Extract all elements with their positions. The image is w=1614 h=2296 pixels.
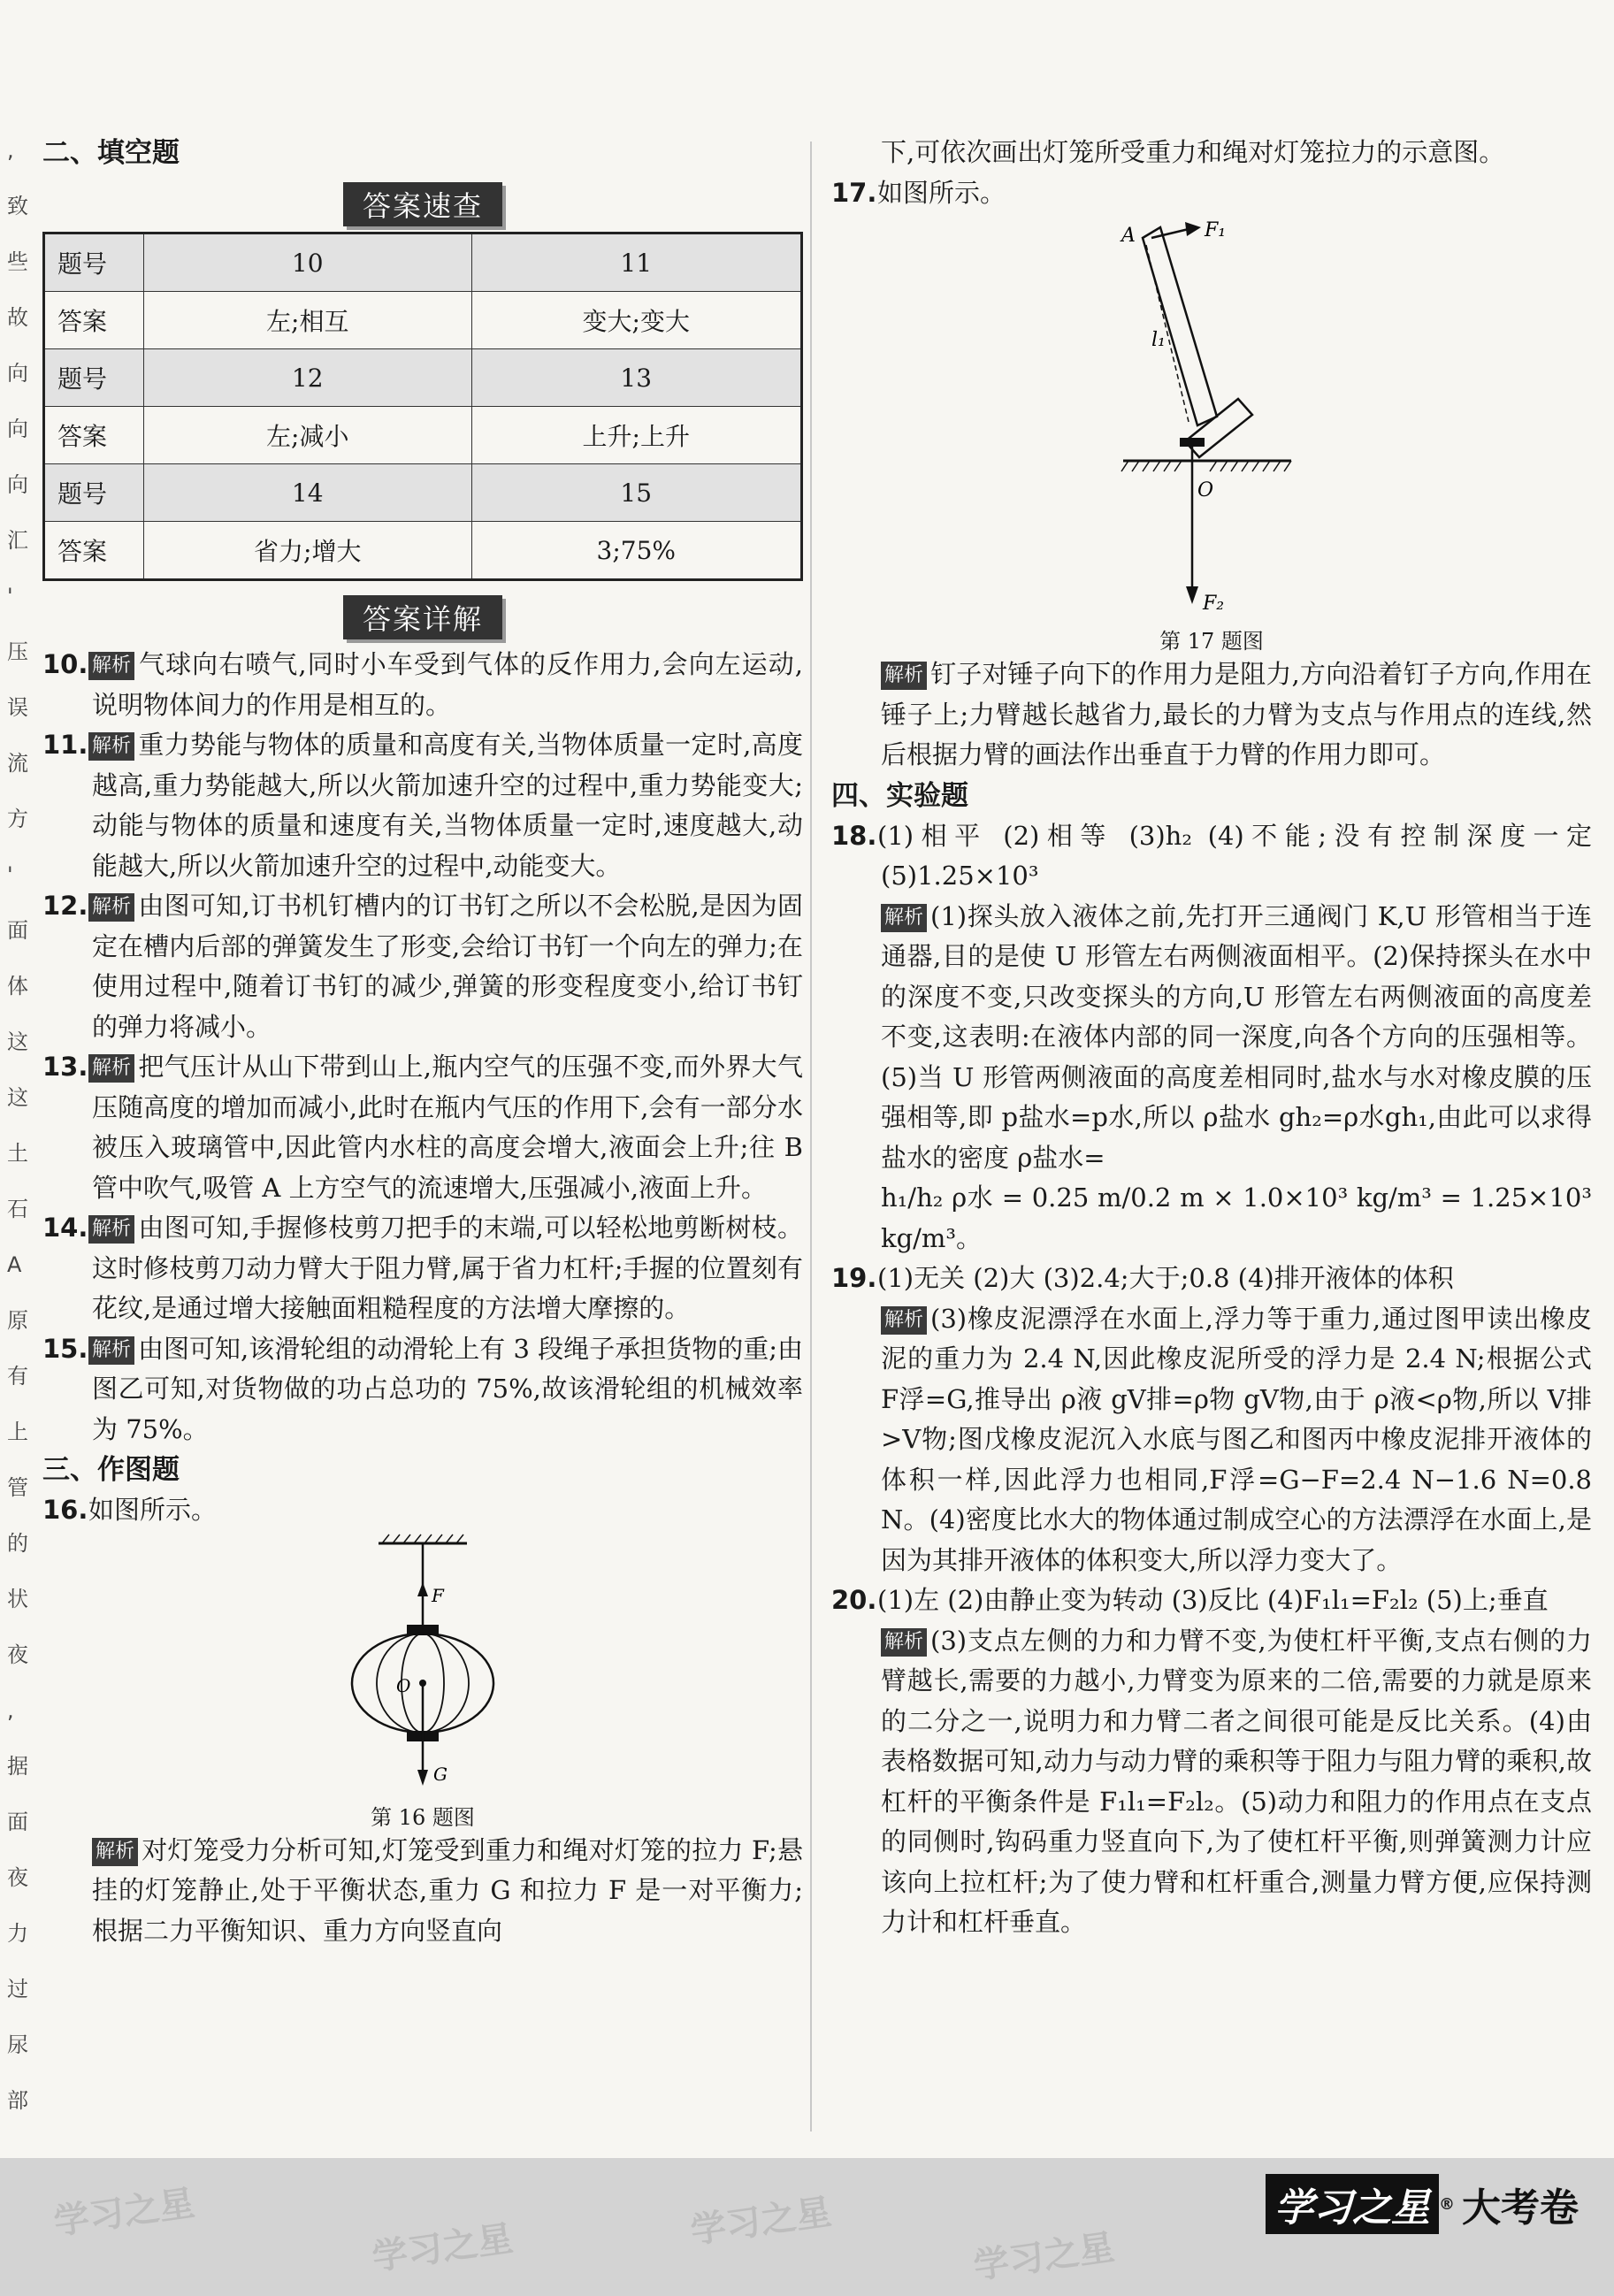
analysis-tag: 解析: [881, 1306, 927, 1335]
row-label: 答案: [44, 407, 144, 464]
table-cell: 11: [471, 233, 802, 292]
point-a-label: A: [1121, 225, 1136, 247]
edge-char: 向: [7, 361, 28, 386]
table-cell: 3;75%: [471, 522, 802, 580]
edge-char: 土: [7, 1141, 28, 1166]
edge-char: 这: [7, 1029, 28, 1054]
section-fill-in-title: 二、填空题: [42, 137, 180, 169]
question-18: 18.(1)相平 (2)相等 (3)h₂ (4)不能;没有控制深度一定 (5)1.25×10³: [831, 820, 1592, 891]
edge-char: 面: [7, 918, 28, 943]
table-row: [44, 464, 802, 522]
watermark: 学习之星: [51, 2183, 197, 2243]
table-cell: 10: [144, 233, 472, 292]
question-15: 15. 解析 由图可知,该滑轮组的动滑轮上有 3 段绳子承担货物的重;由图乙可知,对货物做的功占总功的 75%,故该滑轮组的机械效率为 75%。: [42, 1333, 803, 1444]
edge-char: ': [7, 862, 13, 887]
figure-16: [42, 1531, 803, 1831]
analysis-tag: 解析: [881, 1628, 927, 1657]
question-11: 11. 解析 重力势能与物体的质量和高度有关,当物体质量一定时,高度越高,重力势能越大,所以火箭加速升空的过程中,重力势能变大;动能与物体的质量和速度有关,当物体质量一定时,速度越大,动能越大,所以火箭加速升空的过程中,动能变大。: [42, 730, 803, 881]
table-row: [44, 349, 802, 407]
force-f1-label: F₁: [1205, 219, 1227, 241]
gravity-g-label: G: [433, 1763, 447, 1785]
table-cell: 14: [144, 464, 472, 522]
edge-char: 石: [7, 1197, 28, 1221]
analysis-tag: 解析: [88, 652, 134, 680]
table-cell: 左;减小: [144, 407, 472, 464]
edge-char: 夜: [7, 1865, 28, 1890]
section-drawing-title: 三、作图题: [42, 1454, 180, 1486]
edge-char: 的: [7, 1531, 28, 1556]
table-row: [44, 292, 802, 349]
brand-mark: 学习之星: [1266, 2174, 1439, 2234]
edge-char: 向: [7, 417, 28, 441]
edge-char: ,: [7, 1698, 14, 1723]
row-label: 答案: [44, 292, 144, 349]
analysis-tag: 解析: [88, 1215, 134, 1244]
hammer-lever-diagram: [1097, 213, 1327, 620]
question-18-formula: h₁/h₂ ρ水 = 0.25 m/0.2 m × 1.0×10³ kg/m³ = 1.25×10³ kg/m³。: [881, 1182, 1592, 1253]
answer-table: [42, 232, 803, 581]
edge-char: 尿: [7, 2032, 28, 2057]
analysis-tag: 解析: [88, 1054, 134, 1083]
table-row: [44, 522, 802, 580]
analysis-tag: 解析: [88, 732, 134, 761]
edge-char: 体: [7, 974, 28, 999]
edge-char: 这: [7, 1085, 28, 1110]
edge-char: 有: [7, 1364, 28, 1389]
question-19-analysis: 解析 (3)橡皮泥漂浮在水面上,浮力等于重力,通过图甲读出橡皮泥的重力为 2.4 N,因此橡皮泥所受的浮力是 2.4 N;根据公式 F浮=G,推导出 ρ液 gV排=ρ物 gV物,由于 ρ液<ρ物,所以 V排>V物;图戊橡皮泥沉入水底与图乙和图丙中橡皮泥排开液体的体积一样,因此浮力也相同,F浮=G−F=2.4 N−1.6 N=0.8 N。(4)密度比水大的物体通过制成空心的方法漂浮在水面上,是因为其排开液体的体积变大,所以浮力变大了。: [881, 1303, 1592, 1575]
row-label: 答案: [44, 522, 144, 580]
row-label: 题号: [44, 464, 144, 522]
analysis-tag: 解析: [92, 1838, 138, 1866]
question-13: 13. 解析 把气压计从山下带到山上,瓶内空气的压强不变,而外界大气压随高度的增加而减小,此时在瓶内气压的作用下,会有一部分水被压入玻璃管中,因此管内水柱的高度会增大,液面会上升;往 B 管中吹气,吸管 A 上方空气的流速增大,压强减小,液面上升。: [42, 1052, 803, 1203]
figure-17: [831, 213, 1592, 654]
page-edge-fragment: [0, 0, 35, 2158]
lever-arm-l1-label: l₁: [1151, 329, 1166, 351]
edge-char: 致: [7, 194, 28, 218]
question-14: 14. 解析 由图可知,手握修枝剪刀把手的末端,可以轻松地剪断树枝。这时修枝剪刀动力臂大于阻力臂,属于省力杠杆;手握的位置刻有花纹,是通过增大接触面粗糙程度的方法增大摩擦的。: [42, 1213, 803, 1323]
edge-char: 夜: [7, 1642, 28, 1667]
analysis-tag: 解析: [88, 1336, 134, 1365]
edge-char: 上: [7, 1420, 28, 1444]
analysis-tag: 解析: [88, 893, 134, 922]
edge-char: 向: [7, 472, 28, 497]
edge-char: A: [7, 1252, 22, 1277]
edge-char: 过: [7, 1977, 28, 2001]
question-12: 12. 解析 由图可知,订书机钉槽内的订书钉之所以不会松脱,是因为固定在槽内后部的弹簧发生了形变,会给订书钉一个向左的弹力;在使用过程中,随着订书钉的减少,弹簧的形变程度变小,给订书钉的弹力将减小。: [42, 891, 803, 1042]
lantern-force-diagram: [308, 1531, 538, 1796]
edge-char: 故: [7, 305, 28, 330]
question-19: 19.(1)无关 (2)大 (3)2.4;大于;0.8 (4)排开液体的体积: [831, 1263, 1454, 1293]
question-18-analysis: 解析 (1)探头放入液体之前,先打开三通阀门 K,U 形管相当于连通器,目的是使 U 形管左右两侧液面相平。(2)保持探头在水中的深度不变,只改变探头的方向,U 形管左右两侧液面的高度差不变,这表明:在液体内部的同一深度,向各个方向的压强相等。(5)当 U 形管两侧液面的高度差相同时,盐水与水对橡皮膜的压强相等,即 p盐水=p水,所以 ρ盐水 gh₂=ρ水gh₁,由此可以求得盐水的密度 ρ盐水=: [881, 900, 1592, 1173]
question-17: 17.如图所示。: [831, 177, 1006, 208]
analysis-tag: 解析: [881, 904, 927, 932]
table-cell: 上升;上升: [471, 407, 802, 464]
watermark: 学习之星: [370, 2218, 516, 2278]
edge-char: 状: [7, 1587, 28, 1611]
brand-name: 大考卷: [1462, 2185, 1579, 2231]
question-16-analysis: 解析 对灯笼受力分析可知,灯笼受到重力和绳对灯笼的拉力 F;悬挂的灯笼静止,处于平衡状态,重力 G 和拉力 F 是一对平衡力;根据二力平衡知识、重力方向竖直向: [92, 1834, 803, 1946]
point-o-label: O: [396, 1674, 411, 1696]
column-divider: [810, 142, 812, 2131]
question-10: 10. 解析 气球向右喷气,同时小车受到气体的反作用力,会向左运动,说明物体间力的作用是相互的。: [42, 649, 803, 720]
analysis-tag: 解析: [881, 662, 927, 690]
question-20: 20.(1)左 (2)由静止变为转动 (3)反比 (4)F₁l₁=F₂l₂ (5)上;垂直: [831, 1585, 1549, 1615]
detailed-answers-banner: 答案详解: [343, 595, 502, 639]
edge-char: ': [7, 584, 13, 608]
quick-answers-banner: 答案速查: [343, 182, 502, 226]
figure-17-caption: 第 17 题图: [1159, 629, 1264, 654]
pivot-o-label: O: [1197, 479, 1214, 501]
table-cell: 省力;增大: [144, 522, 472, 580]
edge-char: 管: [7, 1475, 28, 1500]
table-cell: 13: [471, 349, 802, 407]
section-experiment-title: 四、实验题: [831, 779, 968, 812]
question-17-analysis: 解析 钉子对锤子向下的作用力是阻力,方向沿着钉子方向,作用在锤子上;力臂越长越省力,最长的力臂为支点与作用点的连线,然后根据力臂的画法作出垂直于力臂的作用力即可。: [881, 659, 1592, 769]
table-row: [44, 233, 802, 292]
force-f-label: F: [432, 1584, 444, 1606]
row-label: 题号: [44, 233, 144, 292]
figure-16-caption: 第 16 题图: [371, 1804, 475, 1830]
edge-char: 力: [7, 1921, 28, 1946]
edge-char: 方: [7, 807, 28, 831]
edge-char: 流: [7, 751, 28, 776]
table-cell: 12: [144, 349, 472, 407]
table-cell: 15: [471, 464, 802, 522]
edge-char: 原: [7, 1308, 28, 1333]
left-column: [42, 133, 803, 1951]
edge-char: ,: [7, 138, 14, 163]
brand-logo: [1266, 2177, 1579, 2231]
question-16: 16.如图所示。: [42, 1495, 218, 1525]
edge-char: 据: [7, 1754, 28, 1779]
edge-char: 汇: [7, 528, 28, 553]
table-row: [44, 407, 802, 464]
table-cell: 左;相互: [144, 292, 472, 349]
edge-char: 误: [7, 695, 28, 720]
watermark: 学习之星: [971, 2227, 1117, 2287]
right-column: [831, 133, 1592, 1943]
edge-char: 压: [7, 639, 28, 664]
row-label: 题号: [44, 349, 144, 407]
question-20-analysis: 解析 (3)支点左侧的力和力臂不变,为使杠杆平衡,支点右侧的力臂越长,需要的力越小,力臂变为原来的二倍,需要的力就是原来的二分之一,说明力和力臂二者之间很可能是反比关系。(4)由表格数据可知,动力与动力臂的乘积等于阻力与阻力臂的乘积,故杠杆的平衡条件是 F₁l₁=F₂l₂。(5)动力和阻力的作用点在支点的同侧时,钩码重力竖直向下,为了使杠杆平衡,则弹簧测力计应该向上拉杠杆;为了使力臂和杠杆重合,测量力臂方便,应保持测力计和杠杆垂直。: [881, 1625, 1592, 1937]
table-cell: 变大;变大: [471, 292, 802, 349]
registered-mark: ®: [1439, 2194, 1455, 2214]
question-16-continued: 下,可依次画出灯笼所受重力和绳对灯笼拉力的示意图。: [881, 137, 1505, 167]
edge-char: 些: [7, 249, 28, 274]
force-f2-label: F₂: [1203, 593, 1225, 615]
edge-char: 部: [7, 2088, 28, 2113]
edge-char: 面: [7, 1810, 28, 1834]
watermark: 学习之星: [688, 2192, 834, 2252]
